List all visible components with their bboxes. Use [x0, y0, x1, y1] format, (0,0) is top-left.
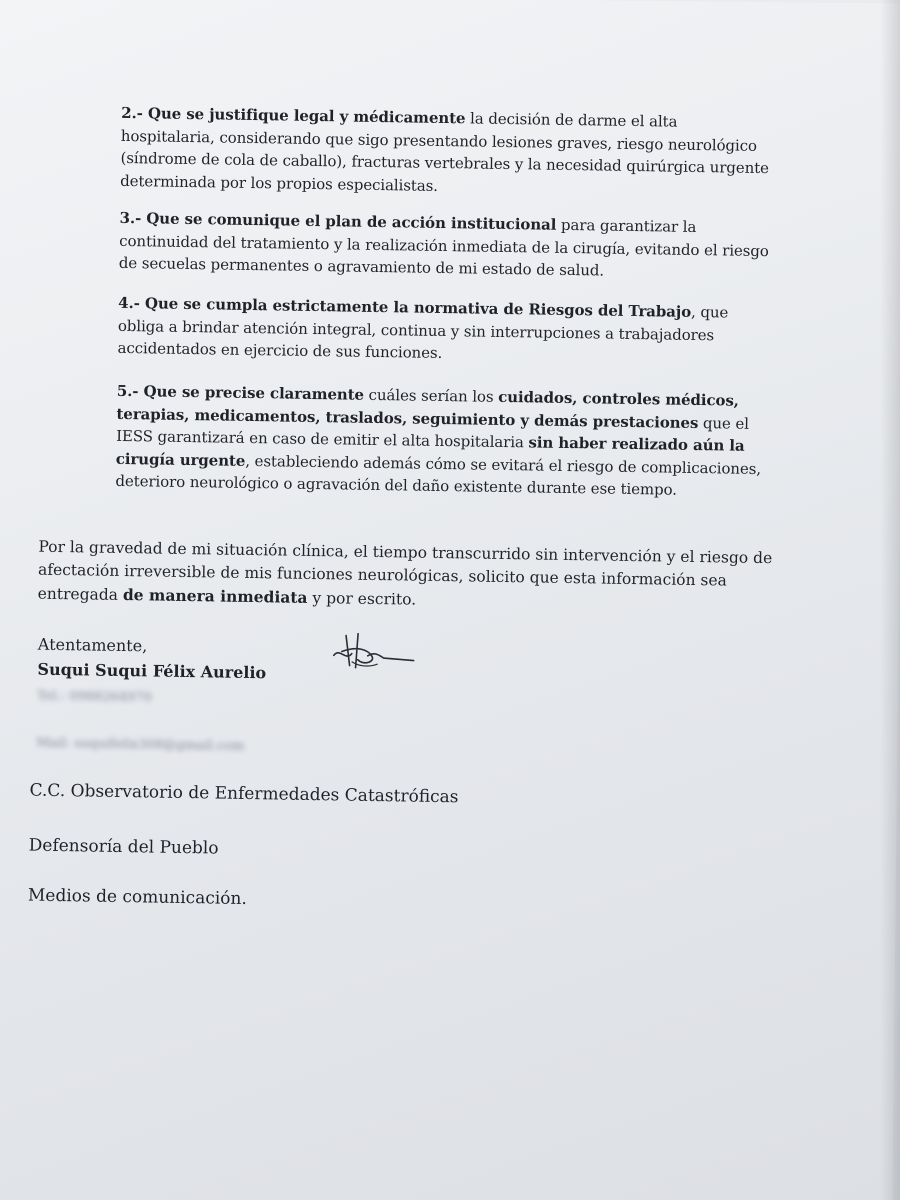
request-item-5	[115, 380, 767, 503]
redacted-phone: Tel.: 0988264970	[36, 688, 153, 706]
item-3-text: para garantizar la continuidad del tratamiento y la realización inmediata de la cirugía, evitando el riesgo de secuelas permanentes o agravamiento de mi estado de salud.	[118, 215, 769, 280]
item-2-lead: 2.- Que se justifique legal y médicamente	[121, 103, 466, 128]
request-item-4	[117, 292, 768, 370]
item-5-text-a: cuáles serían los	[363, 385, 499, 406]
closing-text-a: Por la gravedad de mi situación clínica, el tiempo transcurrido sin intervención y el riesgo de afectación irreversible de mis funciones neurológicas, solicito que esta información sea entregada	[37, 537, 773, 605]
item-5-text-c: , estableciendo además cómo se evitará el riesgo de complicaciones, deterioro neurológico o agravación del daño existente durante ese tiempo.	[115, 451, 762, 499]
closing-paragraph	[37, 536, 778, 618]
copy-recipient-observatorio: C.C. Observatorio de Enfermedades Catastróficas	[29, 780, 459, 808]
handwritten-signature	[327, 625, 418, 676]
signoff-greeting: Atentamente,	[37, 634, 148, 656]
request-item-3	[119, 207, 770, 285]
copy-recipient-defensoria: Defensoría del Pueblo	[28, 835, 219, 859]
item-5-lead: 5.- Que se precise claramente	[116, 381, 365, 404]
item-4-text: , que obliga a brindar atención integral, continua y sin interrupciones a trabajadores accidentados en ejercicio de sus funciones.	[117, 302, 729, 362]
item-2-text: la decisión de darme el alta hospitalaria, considerando que sigo presentando lesiones graves, riesgo neurológico (síndrome de cola de caballo), fracturas vertebrales y la necesidad quirúrgica urgente determinada por los propios especialistas.	[120, 109, 770, 195]
item-5-bold-surgery: sin haber realizado aún la cirugía urgente	[115, 433, 745, 470]
copy-recipient-medios: Medios de comunicación.	[27, 885, 247, 909]
item-5-text-b: que el IESS garantizará en caso de emitir el alta hospitalaria	[116, 413, 750, 452]
closing-text-b: y por escrito.	[307, 588, 417, 609]
item-3-lead: 3.- Que se comunique el plan de acción institucional	[119, 208, 557, 234]
item-4-lead: 4.- Que se cumpla estrictamente la normativa de Riesgos del Trabajo	[118, 293, 692, 321]
request-item-2	[120, 102, 771, 202]
item-5-bold-services: cuidados, controles médicos, terapias, medicamentos, traslados, seguimiento y demás prestaciones	[116, 387, 740, 432]
redacted-email: Mail: suquifelix308@gmail.com	[36, 735, 245, 754]
closing-bold: de manera inmediata	[122, 585, 308, 607]
signer-name: Suqui Suqui Félix Aurelio	[37, 659, 267, 683]
